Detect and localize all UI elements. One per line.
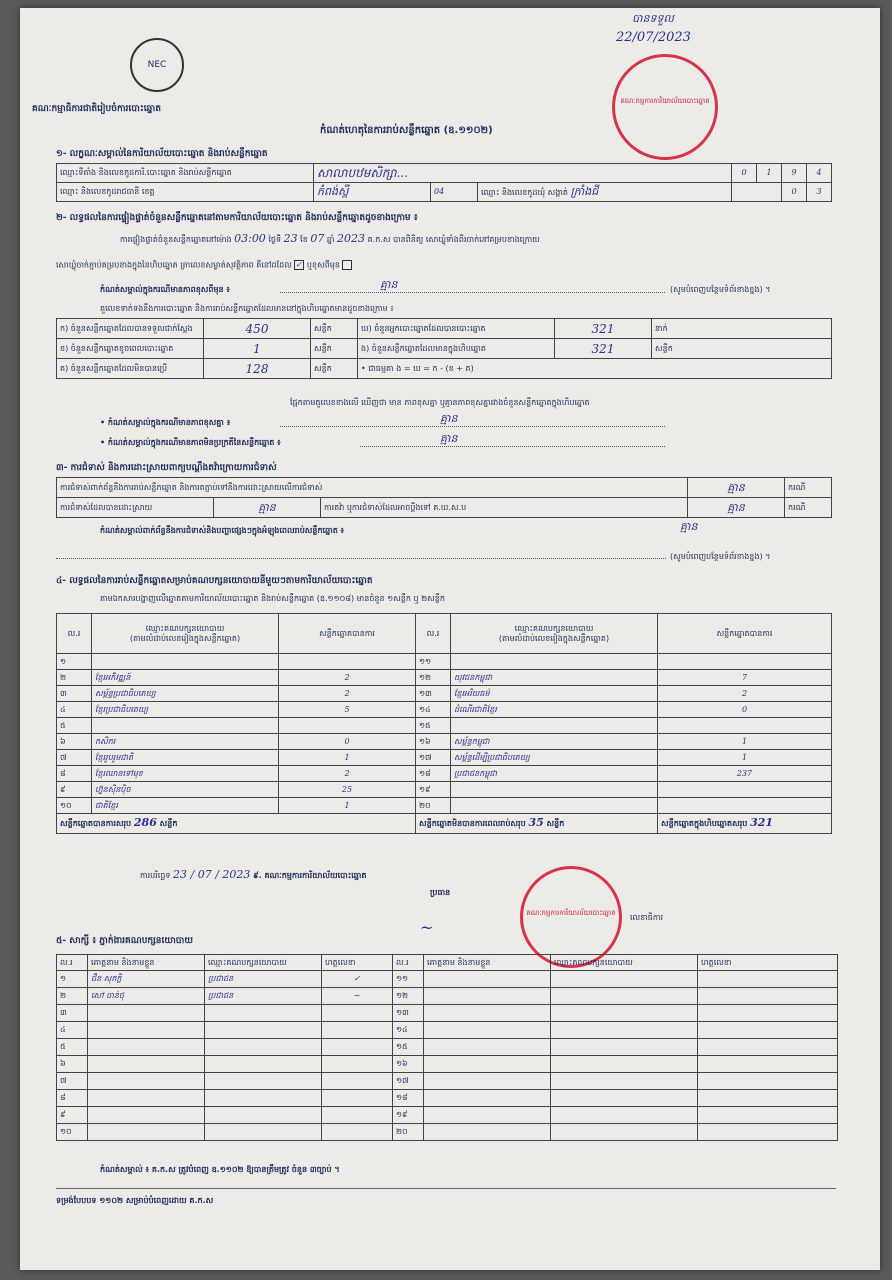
section1-title: ១- លក្ខណៈសម្គាល់នៃការិយាល័យបោះឆ្នោត និងរាប់សន្លឹកឆ្នោត [56,149,268,159]
diff-note-label: កំណត់សម្គាល់ក្នុងករណីមានភាពខុសពីមុន ៖ [100,285,230,294]
objection-note-label: កំណត់សម្គាល់ពាក់ព័ន្ធនឹងការជំទាស់និងបញ្ហាផ្សេងៗក្នុងអំឡុងពេលរាប់សន្លឹកឆ្នោត ៖ [100,526,345,535]
section4-intro: តាមឯកសារបង្ហាញលើឆ្នោតតាមការិយាល័យបោះឆ្នោត និងរាប់សន្លឹកឆ្នោត (ឧ.១១០៨) មានចំនួន ១សន្លឹក ឬ ២សន្លឹក [100,594,445,603]
chair-label: ប្រធាន [430,888,451,897]
commune-value: ក្រាំងជី [570,184,599,198]
province-code: 04 [431,183,478,202]
verification-line: ការផ្ទៀងផ្ទាត់ចំនួនសន្លឹកឆ្នោតនៅម៉ោង 03:00 ថ្ងៃទី 23 ខែ 07 ឆ្នាំ 2023 គ.ក.ស បានពិនិត្យ សោឃ្លុំទាំងពីរចាក់នៅគម្របខាងក្រោយ [120,232,540,245]
received-label: បាន​ទទួល [632,12,674,25]
irregular-note-label: • កំណត់សម្គាល់ក្នុងករណីមានភាពមិនប្រក្រតីនៃសន្លឹកឆ្នោត ៖ [100,438,281,447]
objection-note-value: គ្មាន [680,520,698,533]
form-title: កំណត់ហេតុនៃការរាប់សន្លឹកឆ្នោត (ឧ.១១០២) [320,125,493,136]
province-value: កំពង់ស្ពឺ [314,183,431,202]
section2-title: ២- លទ្ធផលនៃការផ្ទៀងផ្ទាត់ចំនួនសន្លឹកឆ្នោតនៅតាមការិយាល័យបោះឆ្នោត និងរាប់សន្លឹកឆ្នោតដូចខាងក្រោម ៖ [56,213,418,223]
section4-title: ៤- លទ្ធផលនៃការរាប់សន្លឹកឆ្នោតសម្រាប់គណបក្សនយោបាយនីមួយៗតាមការិយាល័យបោះឆ្នោត [56,576,373,586]
org-name: គណៈកម្មាធិការជាតិរៀបចំការបោះឆ្នោត [32,104,161,114]
objections-count: គ្មាន [688,478,785,498]
resolved-count: គ្មាន [214,498,321,518]
box-total: 321 [750,816,774,829]
invalid-total: 35 [528,816,544,829]
received-count: 450 [204,319,311,339]
figures-table: ក) ចំនួនសន្លឹកឆ្នោតដែលបានទទួលជាក់ស្តែង 450 សន្លឹក ឃ) ចំនួនអ្នកបោះឆ្នោតដែលបានបោះឆ្នោត 321 នាក់ ខ) ចំនួនសន្លឹកឆ្នោតខូចពេលបោះឆ្នោត 1 សន្លឹក ង) ចំនួនសន្លឹកឆ្នោតដែលមានក្នុងហិបឆ្នោត 321 សន្លឹក គ) ចំនួនសន្លឹកឆ្នោតដែលមិនបានប្រើ 128 សន្លឹក • ជាធម្មតា ង = ឃ = ក - (ខ + គ) [56,318,832,379]
discrepancy-line: ផ្អែកតាមតួលេខខាងលើ ឃើញថា មាន ភាពខុសគ្នា ឬគ្មានភាពខុសគ្នារវាងចំនួនសន្លឹកឆ្នោតក្នុងហិបឆ្នោត [290,398,590,407]
unused-count: 128 [204,359,311,379]
province-label: ឈ្មោះ និងលេខកូដរាជធានី ខេត្ត [57,183,314,202]
location-label: ឈ្មោះទីតាំង និងលេខកូដការិ.បោះឆ្នោត និងរាប់សន្លឹកឆ្នោត [57,164,314,183]
valid-total: 286 [133,816,157,829]
objections-table: ការជំទាស់ពាក់ព័ន្ធនឹងការរាប់សន្លឹកឆ្នោត និងការតភ្ជាប់ទៅនឹងការដោះស្រាយលើការជំទាស់ គ្មាន ករណី ការជំទាស់ដែលបានដោះស្រាយ គ្មាន ការតវ៉ា ឬការជំទាស់ដែលអាចប្តឹងទៅ គ.ឃ.ស.ប គ្មាន ករណី [56,477,832,518]
different-checkbox[interactable] [342,260,352,270]
section3-title: ៣- ការជំទាស់ និងការដោះស្រាយពាក្យបណ្តឹងតវ៉ាក្រោយការជំទាស់ [56,463,277,473]
chair-signature: ~ [420,918,434,937]
seal-line: សោឃ្លុំចាក់ភ្ជាប់គម្របខាងក្នុងនៃហិបឆ្នោត ត្រាលេខសម្ងាត់សុវត្ថិភាព គឺនៅដដែល ✓ ឬខុសពីមុន [56,260,352,271]
discrepancy-note-value: គ្មាន [440,412,458,425]
footer-text: ទម្រង់បែបបទ ១១០២ សម្រាប់បំពេញដោយ គ.ក.ស [56,1196,214,1205]
figures-intro: តួលេខទាក់ទងនឹងការបោះឆ្នោត និងការរាប់សន្លឹកឆ្នោតដែលមាននៅក្នុងហិបឆ្នោតមានដូចខាងក្រោម ៖ [100,304,394,313]
appeal-count: គ្មាន [688,498,785,518]
same-checkbox[interactable]: ✓ [294,260,304,270]
official-stamp-bottom: គណៈកម្មការការិយាល័យបោះឆ្នោត [520,866,622,968]
commune-label: ឈ្មោះ និងលេខកូដឃុំ សង្កាត់ [481,187,568,197]
received-date: 22/07/2023 [616,30,691,45]
note-hint: (សូមបំពេញបន្ថែមទំព័រខាងខ្នង) ។ [670,285,771,294]
irregular-note-value: គ្មាន [440,432,458,445]
diff-note-value: គ្មាន [380,278,398,291]
witness-table: ល.រ គោត្តនាម និងនាមខ្លួន ឈ្មោះគណបក្សនយោបាយ ហត្ថលេខា ល.រ គោត្តនាម និងនាមខ្លួន ឈ្មោះគណបក្សនយោបាយ ហត្ថលេខា ១ ជឹន សុភក្តិ ប្រជាជន ✓ ១១ ២ សៅ ចាន់ថុ ប្រជាជន ~ ១២ ៣ ១៣ ៤ ១៤ ៥ ១៥ ៦ ១៦ ៧ ១៧ ៨ ១៨ ៩ ១៩ ១០ ២០ [56,954,838,1141]
document-page: NEC គណៈកម្មាធិការជាតិរៀបចំការបោះឆ្នោត កំណត់ហេតុនៃការរាប់សន្លឹកឆ្នោត (ឧ.១១០២) បាន​ទទួល 22/07/2023 គណៈកម្មការការិយាល័យបោះឆ្នោត ១- លក្ខណៈសម្គាល់នៃការិយាល័យបោះឆ្នោត និងរាប់សន្លឹកឆ្នោត ឈ្មោះទីតាំង និងលេខកូដការិ.បោះឆ្នោត និងរាប់សន្លឹកឆ្នោត សាលាបឋមសិក្សា... 0 1 9 4 ឈ្មោះ និងលេខកូដរាជធានី ខេត្ត កំពង់ស្ពឺ 04 ឈ្មោះ និងលេខកូដឃុំ សង្កាត់ ក្រាំងជី 0 3 ២- លទ្ធផលនៃការផ្ទៀងផ្ទាត់ចំនួនសន្លឹកឆ្នោតនៅតាមការិយាល័យបោះឆ្នោត និងរាប់សន្លឹកឆ្នោតដូចខាងក្រោម ៖ ការផ្ទៀងផ្ទាត់ចំនួនសន្លឹកឆ្នោតនៅម៉ោង 03:00 ថ្ងៃទី 23 ខែ 07 ឆ្នាំ 2023 គ.ក.ស បានពិនិត្យ សោឃ្លុំទាំងពីរចាក់នៅគម្របខាងក្រោយ សោឃ្លុំចាក់ភ្ជាប់គម្របខាងក្នុងនៃហិបឆ្នោត ត្រាលេខសម្ងាត់សុវត្ថិភាព គឺនៅដដែល ✓ ឬខុសពីមុន កំណត់សម្គាល់ក្នុងករណីមានភាពខុសពីមុន ៖ គ្មាន (សូមបំពេញបន្ថែមទំព័រខាងខ្នង) ។ តួលេខទាក់ទងនឹងការបោះឆ្នោត និងការរាប់សន្លឹកឆ្នោតដែលមាននៅក្នុងហិបឆ្នោតមានដូចខាងក្រោម ៖ ក) ចំនួនសន្លឹកឆ្នោតដែលបានទទួលជាក់ស្តែង 450 សន្លឹក ឃ) ចំនួនអ្នកបោះឆ្នោតដែលបានបោះឆ្នោត 321 នាក់ ខ) ចំនួនសន្លឹកឆ្នោតខូចពេលបោះឆ្នោត 1 សន្លឹក ង) ចំនួនសន្លឹកឆ្នោតដែលមានក្នុងហិបឆ្នោត 321 សន្លឹក គ) ចំនួនសន្លឹកឆ្នោតដែលមិនបានប្រើ 128 សន្លឹក • ជាធម្មតា ង = ឃ = ក - (ខ + គ) ផ្អែកតាមតួលេខខាងលើ ឃើញថា មាន ភាពខុសគ្នា ឬគ្មានភាពខុសគ្នារវាងចំនួនសន្លឹកឆ្នោតក្នុងហិបឆ្នោត • កំណត់សម្គាល់ក្នុងករណីមានភាពខុសគ្នា ៖ គ្មាន • កំណត់សម្គាល់ក្នុងករណីមានភាពមិនប្រក្រតីនៃសន្លឹកឆ្នោត ៖ គ្មាន ៣- ការជំទាស់ និងការដោះស្រាយពាក្យបណ្តឹងតវ៉ាក្រោយការជំទាស់ ការជំទាស់ពាក់ព័ន្ធនឹងការរាប់សន្លឹកឆ្នោត និងការតភ្ជាប់ទៅនឹងការដោះស្រាយលើការជំទាស់ គ្មាន ករណី ការជំទាស់ដែលបានដោះស្រាយ គ្មាន ការតវ៉ា ឬការជំទាស់ដែលអាចប្តឹងទៅ គ.ឃ.ស.ប គ្មាន ករណី កំណត់សម្គាល់ពាក់ព័ន្ធនឹងការជំទាស់និងបញ្ហាផ្សេងៗក្នុងអំឡុងពេលរាប់សន្លឹកឆ្នោត ៖ គ្មាន (សូមបំពេញបន្ថែមទំព័រខាងខ្នង) ។ ៤- លទ្ធផលនៃការរាប់សន្លឹកឆ្នោតសម្រាប់គណបក្សនយោបាយនីមួយៗតាមការិយាល័យបោះឆ្នោត តាមឯកសារបង្ហាញលើឆ្នោតតាមការិយាល័យបោះឆ្នោត និងរាប់សន្លឹកឆ្នោត (ឧ.១១០៨) មានចំនួន ១សន្លឹក ឬ ២សន្លឹក ល.រ ឈ្មោះគណបក្សនយោបាយ (តាមលំដាប់លេខរៀងក្នុងសន្លឹកឆ្នោត) សន្លឹកឆ្នោតបានការ ល.រ ឈ្មោះគណបក្សនយោបាយ (តាមលំដាប់លេខរៀងក្នុងសន្លឹកឆ្នោត) សន្លឹកឆ្នោតបានការ ១ ១១ ២ ខ្មែរអភិវឌ្ឍន៍ 2 ១២ យុវជនកម្ពុជា 7 ៣ សម្ព័ន្ធប្រជាធិបតេយ្យ 2 ១៣ ខ្មែរអរិយធម៌ 2 ៤ ខ្មែរប្រជាធិបតេយ្យ 5 ១៤ ដំណើរជាតិខ្មែរ 0 ៥ ១៥ ៦ កសិករ 0 ១៦ សម្ព័ន្ធកម្ពុជា 1 ៧ ខ្មែររួបរួមជាតិ 1 ១៧ សម្ព័ន្ធដើម្បីប្រជាធិបតេយ្យ 1 ៨ ខ្មែរឈានទៅមុខ 2 ១៨ ប្រជាជនកម្ពុជា 237 ៩ ហ្វ៊ុនស៊ិនប៉ិច 25 ១៩ ១០ ជាតិខ្មែរ 1 ២០ សន្លឹកឆ្នោតបានការសរុប 286 សន្លឹក សន្លឹកឆ្នោតមិនបានការពេលរាប់សរុប 35 សន្លឹក សន្លឹកឆ្នោតក្នុងហិបឆ្នោតសរុប 321 ការបរិច្ឆេទ 23 / 07 / 2023 ៩. គណៈកម្មការការិយាល័យបោះឆ្នោត ប្រធាន លេខាធិការ ~ គណៈកម្មការការិយាល័យបោះឆ្នោត ៥- សាក្សី ៖ ភ្នាក់ងារគណបក្សនយោបាយ ល.រ គោត្តនាម និងនាមខ្លួន ឈ្មោះគណបក្សនយោបាយ ហត្ថលេខា ល.រ គោត្តនាម និងនាមខ្លួន ឈ្មោះគណបក្សនយោបាយ ហត្ថលេខា ១ ជឹន សុភក្តិ ប្រជាជន ✓ ១១ ២ សៅ ចាន់ថុ ប្រជាជន ~ ១២ ៣ ១៣ ៤ ១៤ ៥ ១៥ ៦ ១៦ ៧ ១៧ ៨ ១៨ ៩ ១៩ ១០ ២០ កំណត់សម្គាល់ ៖ គ.ក.ស ត្រូវបំពេញ ឧ.១១០២ ឱ្យបានត្រឹមត្រូវ ចំនួន ៣ច្បាប់ ។ ទម្រង់បែបបទ ១១០២ សម្រាប់បំពេញដោយ គ.ក.ស [20,8,880,1270]
nec-logo: NEC [130,38,184,92]
spoiled-count: 1 [204,339,311,359]
secretary-label: លេខាធិការ [630,913,664,922]
discrepancy-note-label: • កំណត់សម្គាល់ក្នុងករណីមានភាពខុសគ្នា ៖ [100,418,231,427]
section1-table: ឈ្មោះទីតាំង និងលេខកូដការិ.បោះឆ្នោត និងរាប់សន្លឹកឆ្នោត សាលាបឋមសិក្សា... 0 1 9 4 ឈ្មោះ និងលេខកូដរាជធានី ខេត្ត កំពង់ស្ពឺ 04 ឈ្មោះ និងលេខកូដឃុំ សង្កាត់ ក្រាំងជី 0 3 [56,163,832,202]
official-stamp-top: គណៈកម្មការការិយាល័យបោះឆ្នោត [612,54,718,160]
location-value: សាលាបឋមសិក្សា... [314,164,732,183]
footer-divider [56,1188,836,1189]
section5-title: ៥- សាក្សី ៖ ភ្នាក់ងារគណបក្សនយោបាយ [56,936,193,946]
formula: • ជាធម្មតា ង = ឃ = ក - (ខ + គ) [358,359,832,379]
results-table: ល.រ ឈ្មោះគណបក្សនយោបាយ (តាមលំដាប់លេខរៀងក្នុងសន្លឹកឆ្នោត) សន្លឹកឆ្នោតបានការ ល.រ ឈ្មោះគណបក្សនយោបាយ (តាមលំដាប់លេខរៀងក្នុងសន្លឹកឆ្នោត) សន្លឹកឆ្នោតបានការ ១ ១១ ២ ខ្មែរអភិវឌ្ឍន៍ 2 ១២ យុវជនកម្ពុជា 7 ៣ សម្ព័ន្ធប្រជាធិបតេយ្យ 2 ១៣ ខ្មែរអរិយធម៌ 2 ៤ ខ្មែរប្រជាធិបតេយ្យ 5 ១៤ ដំណើរជាតិខ្មែរ 0 ៥ ១៥ ៦ កសិករ 0 ១៦ សម្ព័ន្ធកម្ពុជា 1 ៧ ខ្មែររួបរួមជាតិ 1 ១៧ សម្ព័ន្ធដើម្បីប្រជាធិបតេយ្យ 1 ៨ ខ្មែរឈានទៅមុខ 2 ១៨ ប្រជាជនកម្ពុជា 237 ៩ ហ្វ៊ុនស៊ិនប៉ិច 25 ១៩ ១០ ជាតិខ្មែរ 1 ២០ សន្លឹកឆ្នោតបានការសរុប 286 សន្លឹក សន្លឹកឆ្នោតមិនបានការពេលរាប់សរុប 35 សន្លឹក សន្លឹកឆ្នោតក្នុងហិបឆ្នោតសរុប 321 [56,613,832,834]
ballots-in-box-count: 321 [555,339,652,359]
final-note: កំណត់សម្គាល់ ៖ គ.ក.ស ត្រូវបំពេញ ឧ.១១០២ ឱ្យបានត្រឹមត្រូវ ចំនួន ៣ច្បាប់ ។ [100,1165,340,1174]
voters-count: 321 [555,319,652,339]
count-date: ការបរិច្ឆេទ 23 / 07 / 2023 ៩. គណៈកម្មការការិយាល័យបោះឆ្នោត [140,868,367,881]
